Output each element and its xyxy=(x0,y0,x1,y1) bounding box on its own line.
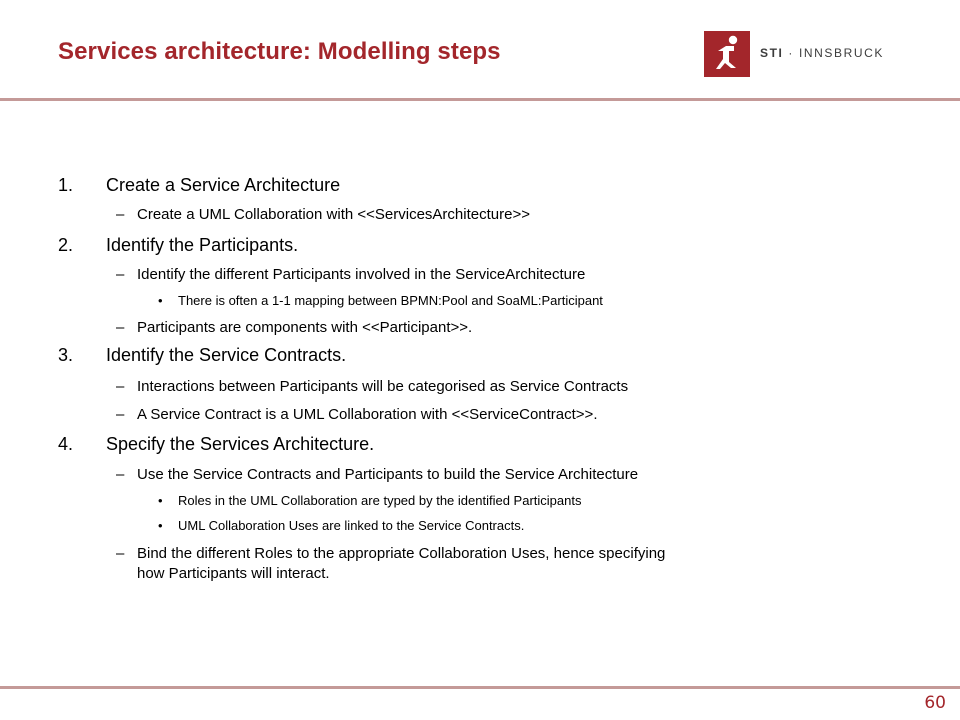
list-marker: – xyxy=(116,266,125,283)
list-text: Identify the Participants. xyxy=(106,235,299,255)
list-marker: – xyxy=(116,466,125,483)
list-marker: • xyxy=(158,518,163,533)
list-text: Participants are components with <<Participant>>. xyxy=(137,319,473,336)
logo-separator: · xyxy=(783,46,799,60)
logo-sti: STI xyxy=(760,46,784,60)
footer-divider xyxy=(0,686,960,689)
list-marker: – xyxy=(116,206,125,223)
list-text: Specify the Services Architecture. xyxy=(106,434,375,454)
list-text: Interactions between Participants will be categorised as Service Contracts xyxy=(137,378,629,395)
list-text: There is often a 1-1 mapping between BPMN:Pool and SoaML:Participant xyxy=(178,293,603,308)
list-text: UML Collaboration Uses are linked to the Service Contracts. xyxy=(178,518,525,533)
list-marker: • xyxy=(158,293,163,308)
list-text: Bind the different Roles to the appropriate Collaboration Uses, hence specifying xyxy=(137,545,666,562)
list-text: Create a Service Architecture xyxy=(106,175,341,195)
list-text: A Service Contract is a UML Collaboration with <<ServiceContract>>. xyxy=(137,406,598,423)
logo-innsbruck: INNSBRUCK xyxy=(798,46,885,60)
list-marker: 1. xyxy=(58,175,74,195)
list-marker: 3. xyxy=(58,345,74,365)
list-text: Roles in the UML Collaboration are typed by the identified Participants xyxy=(178,493,582,508)
list-marker: – xyxy=(116,545,125,562)
list-text: Create a UML Collaboration with <<ServicesArchitecture>> xyxy=(137,206,530,223)
list-marker: – xyxy=(116,319,125,336)
list-item-continuation xyxy=(137,565,330,582)
list-marker: – xyxy=(116,378,125,395)
list-text: how Participants will interact. xyxy=(137,565,330,582)
slide-title: Services architecture: Modelling steps xyxy=(58,38,501,65)
page-number: 60 xyxy=(924,693,946,713)
list-marker: • xyxy=(158,493,163,508)
list-text: Use the Service Contracts and Participants to build the Service Architecture xyxy=(137,466,639,483)
list-text: Identify the different Participants involved in the ServiceArchitecture xyxy=(137,266,586,283)
list-marker: 2. xyxy=(58,235,74,255)
list-text: Identify the Service Contracts. xyxy=(106,345,347,365)
list-marker: 4. xyxy=(58,434,74,454)
list-marker: – xyxy=(116,406,125,423)
